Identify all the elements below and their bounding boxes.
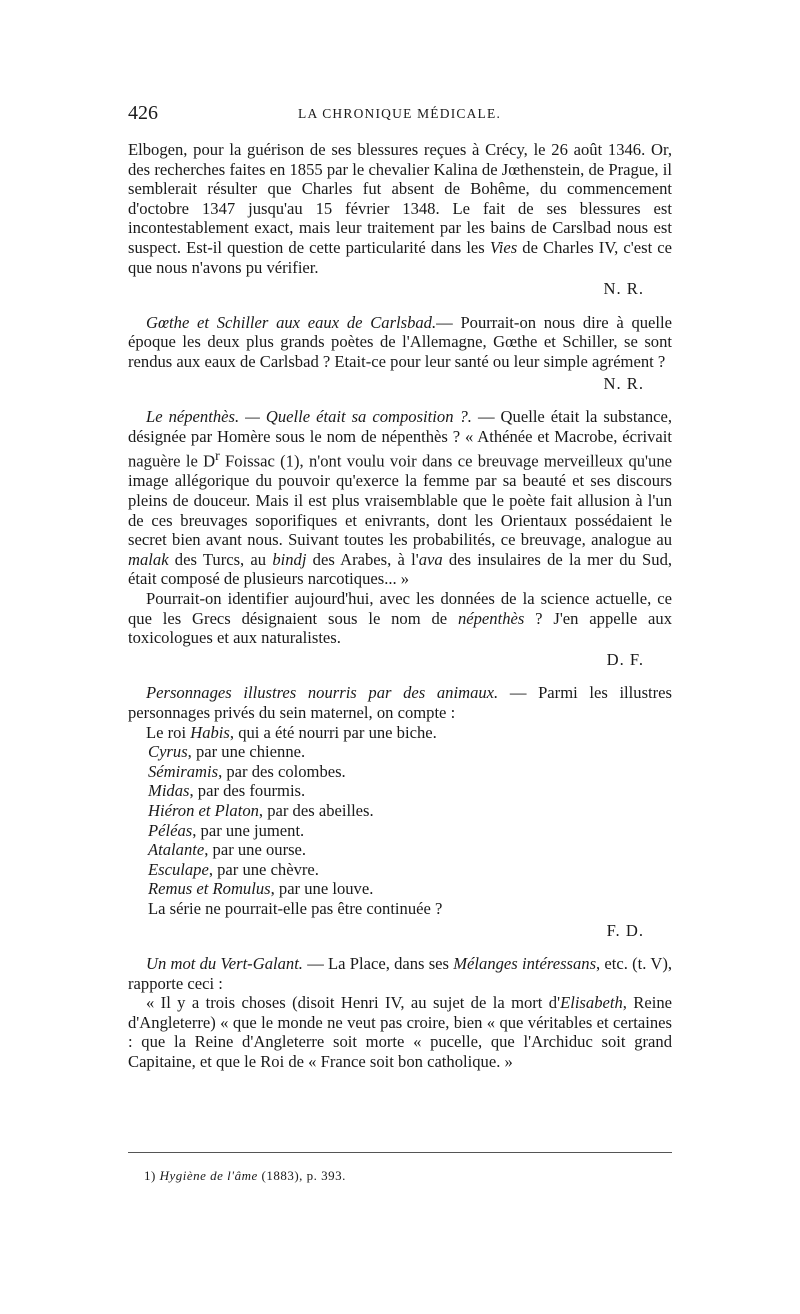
list-item: Cyrus, par une chienne. <box>148 742 306 762</box>
page-header <box>128 102 672 126</box>
running-title: LA CHRONIQUE MÉDICALE. <box>298 106 502 121</box>
paragraph-elbogen: Elbogen, pour la guérison de ses blessures reçues à Crécy, le 26 août 1346. Or, des recherches faites en 1855 par le chevalier Kalina de Jœthenstein, de Prague, il semblerait résulter que Charles fut absent de Bohême, du commencement d'octobre 1347 jusqu'au 15 février 1348. Le fait de ses blessures est incontestablement exact, mais leur traitement par les bains de Carslbad nous est suspect. Est-il question de cette particularité dans les Vies de Charles IV, c'est ce que nous n'avons pu vérifier. <box>128 140 672 277</box>
paragraph-nepenthes-question: Pourrait-on identifier aujourd'hui, avec les données de la science actuelle, ce que les Grecs désignaient sous le nom de népenthès ? J'en appelle aux toxicologues et aux naturalistes. <box>128 589 672 648</box>
paragraph-nepenthes: Le népenthès. — Quelle était sa composition ?. — Quelle était la substance, désignée par Homère sous le nom de népenthès ? « Athénée et Macrobe, écrivait naguère le $D^r$ Foissac (1), n'ont voulu voir dans ce breuvage merveilleux qu'une image allégorique du pouvoir qu'exerce la femme par sa beauté et ses discours pleins de douceur. Mais il est plus vraisemblable que le poète fait allusion à l'un de ces breuvages soporifiques et enivrants, dont les Orientaux possédaient le secret bien avant nous. Suivant toutes les probabilités, ce breuvage, analogue au malak des Turcs, au bindj des Arabes, à l'ava des insulaires de la mer du Sud, était composé de plusieurs narcotiques... » <box>128 407 673 589</box>
paragraph-personnages: Personnages illustres nourris par des animaux. — Parmi les illustres personnages privés du sein maternel, on compte : <box>128 683 672 722</box>
list-item: Remus et Romulus, par une louve. <box>148 879 374 899</box>
signature: F. D. <box>606 920 644 940</box>
paragraph-quote: « Il y a trois choses (disoit Henri IV, au sujet de la mort d'Elisabeth, Reine d'Angleterre) « que le monde ne veut pas croire, bien « que véritables et certaines : que la Reine d'Angleterre soit morte « pucelle, que l'Archiduc soit grand Capitaine, et que le Roi de « France soit bon catholique. » <box>128 993 672 1072</box>
paragraph-goethe: Gœthe et Schiller aux eaux de Carlsbad.— Pourrait-on nous dire à quelle époque les deux plus grands poètes de l'Allemagne, Gœthe et Schiller, se sont rendus aux eaux de Carlsbad ? Etait-ce pour leur santé ou leur simple agrément ? <box>128 312 672 371</box>
section-title: Personnages illustres nourris par des animaux. <box>146 683 499 703</box>
list-item: Le roi Habis, qui a été nourri par une biche. <box>146 722 437 742</box>
list-item: Esculape, par une chèvre. <box>148 859 319 879</box>
footnote: 1) Hygiène de l'âme (1883), p. 393. <box>144 1168 346 1183</box>
list-item: Atalante, par une ourse. <box>148 840 307 860</box>
page-body <box>128 140 672 1072</box>
list-item: Sémiramis, par des colombes. <box>148 761 346 781</box>
section-title: Gœthe et Schiller aux eaux de Carlsbad. <box>146 312 437 332</box>
paragraph-vert-galant: Un mot du Vert-Galant. — La Place, dans ses Mélanges intéressans, etc. (t. V), rapporte ceci : <box>128 954 673 993</box>
list-item: Midas, par des fourmis. <box>148 781 306 801</box>
signature: N. R. <box>603 373 644 393</box>
section-title: Le népenthès. — Quelle était sa composition ?. <box>146 407 472 427</box>
list-closing: La série ne pourrait-elle pas être continuée ? <box>148 898 443 918</box>
signature: D. F. <box>606 649 644 669</box>
footnote-divider <box>128 1152 672 1153</box>
signature: N. R. <box>603 279 644 299</box>
section-title: Un mot du Vert-Galant. <box>146 954 303 974</box>
page-number: 426 <box>128 102 158 124</box>
list-item: Hiéron et Platon, par des abeilles. <box>148 800 374 820</box>
list-item: Péléas, par une jument. <box>148 820 305 840</box>
